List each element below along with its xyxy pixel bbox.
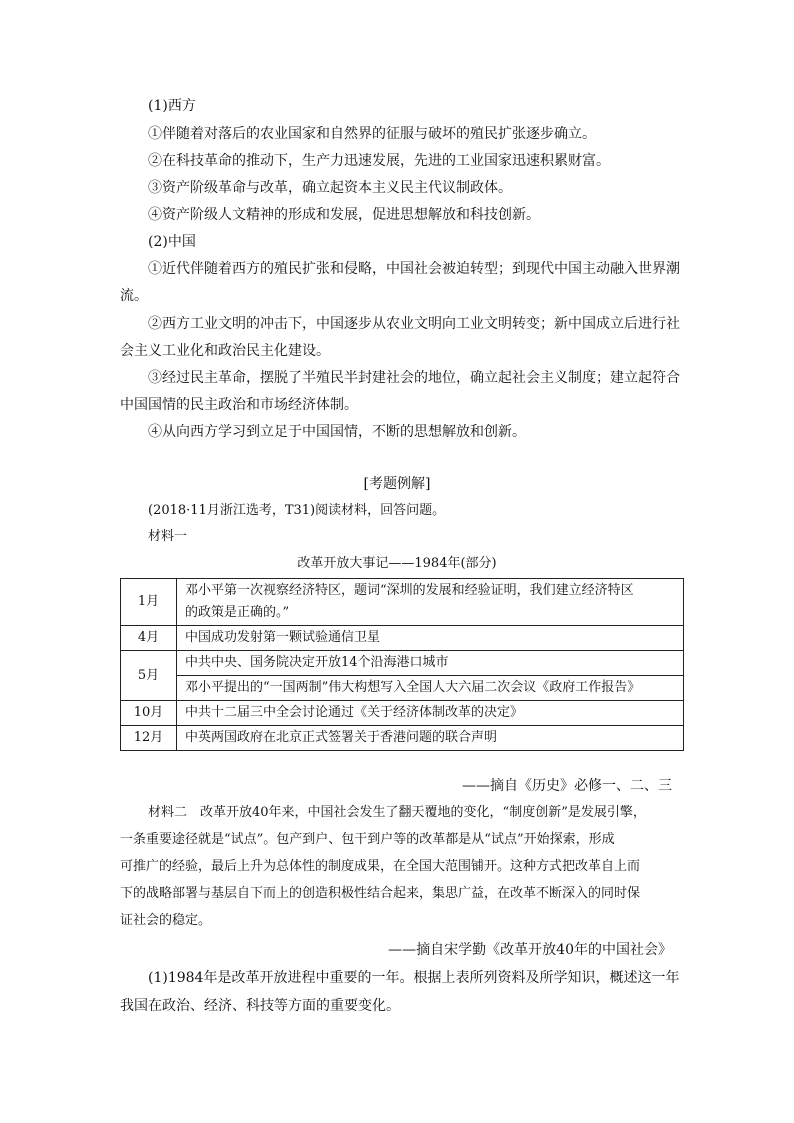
question-1-line-2: 我国在政治、经济、科技等方面的重要变化。 [120,998,400,1014]
event-cell [177,579,684,626]
event-cell: 中共十二届三中全会讨论通过《关于经济体制改革的决定》 [177,701,684,726]
event-cell: 中共中央、国务院决定开放14个沿海港口城市 [177,651,684,676]
material-2-source: ——摘自宋学勤《改革开放40年的中国社会》 [388,942,672,958]
table-source: ——摘自《历史》必修一、二、三 [462,778,672,794]
event-text: 的政策是正确的。” [185,605,290,620]
event-cell: 中英两国政府在北京正式签署关于香港问题的联合声明 [177,726,684,751]
china-item-2-line-1: ②西方工业文明的冲击下，中国逐步从农业文明向工业文明转变；新中国成立后进行社 [148,316,680,332]
events-table [120,578,684,751]
table-title: 改革开放大事记——1984年(部分) [297,556,497,571]
month-cell: 10月 [121,701,177,726]
west-item-3: ③资产阶级革命与改革，确立起资本主义民主代议制政体。 [148,180,512,196]
china-item-2-line-2: 会主义工业化和政治民主化建设。 [120,343,330,359]
china-item-3-line-1: ③经过民主革命，摆脱了半殖民半封建社会的地位，确立起社会主义制度；建立起符合 [148,370,680,386]
material-2-line-2: 一条重要途径就是“试点”。包产到户、包干到户等的改革都是从“试点”开始探索，形成 [120,832,615,847]
china-item-4: ④从向西方学习到立足于中国国情，不断的思想解放和创新。 [148,424,526,440]
material-2-line-5: 证社会的稳定。 [120,913,212,928]
question-1-line-1: (1)1984年是改革开放进程中重要的一年。根据上表所列资料及所学知识，概述这一年 [148,970,680,986]
section-title: [考题例解] [363,476,431,492]
china-item-1-line-2: 流。 [120,288,148,304]
month-cell: 1月 [121,579,177,626]
table-row [121,726,684,751]
west-item-2: ②在科技革命的推动下，生产力迅速发展，先进的工业国家迅速积累财富。 [148,153,610,169]
event-cell: 中国成功发射第一颗试验通信卫星 [177,626,684,651]
china-item-3-line-2: 中国国情的民主政治和市场经济体制。 [120,397,358,413]
material-2-line-3: 可推广的经验，最后上升为总体性的制度成果，在全国大范围铺开。这种方式把改革自上而 [120,859,641,874]
china-item-1-line-1: ①近代伴随着西方的殖民扩张和侵略，中国社会被迫转型；到现代中国主动融入世界潮 [148,261,680,277]
table-row [121,676,684,701]
table-row [121,701,684,726]
event-cell: 邓小平提出的“一国两制”伟大构想写入全国人大六届二次会议《政府工作报告》 [177,676,684,701]
material-2-line-1: 材料二 改革开放40年来，中国社会发生了翻天覆地的变化，“制度创新”是发展引擎， [148,805,646,820]
month-cell: 12月 [121,726,177,751]
table-row [121,626,684,651]
west-item-4: ④资产阶级人文精神的形成和发展，促进思想解放和科技创新。 [148,207,540,223]
table-row [121,651,684,676]
china-heading: (2)中国 [148,234,196,250]
west-heading: (1)西方 [148,98,196,114]
event-text: 邓小平第一次视察经济特区，题词“深圳的发展和经验证明，我们建立经济特区 [185,583,634,598]
source-line: (2018·11月浙江选考，T31)阅读材料，回答问题。 [148,503,446,518]
material-2-line-4: 下的战略部署与基层自下而上的创造积极性结合起来，集思广益，在改革不断深入的同时保 [120,886,641,901]
material-1-label: 材料一 [148,529,188,544]
table-row [121,579,684,626]
month-cell: 4月 [121,626,177,651]
west-item-1: ①伴随着对落后的农业国家和自然界的征服与破坏的殖民扩张逐步确立。 [148,126,596,142]
month-cell: 5月 [121,651,177,701]
